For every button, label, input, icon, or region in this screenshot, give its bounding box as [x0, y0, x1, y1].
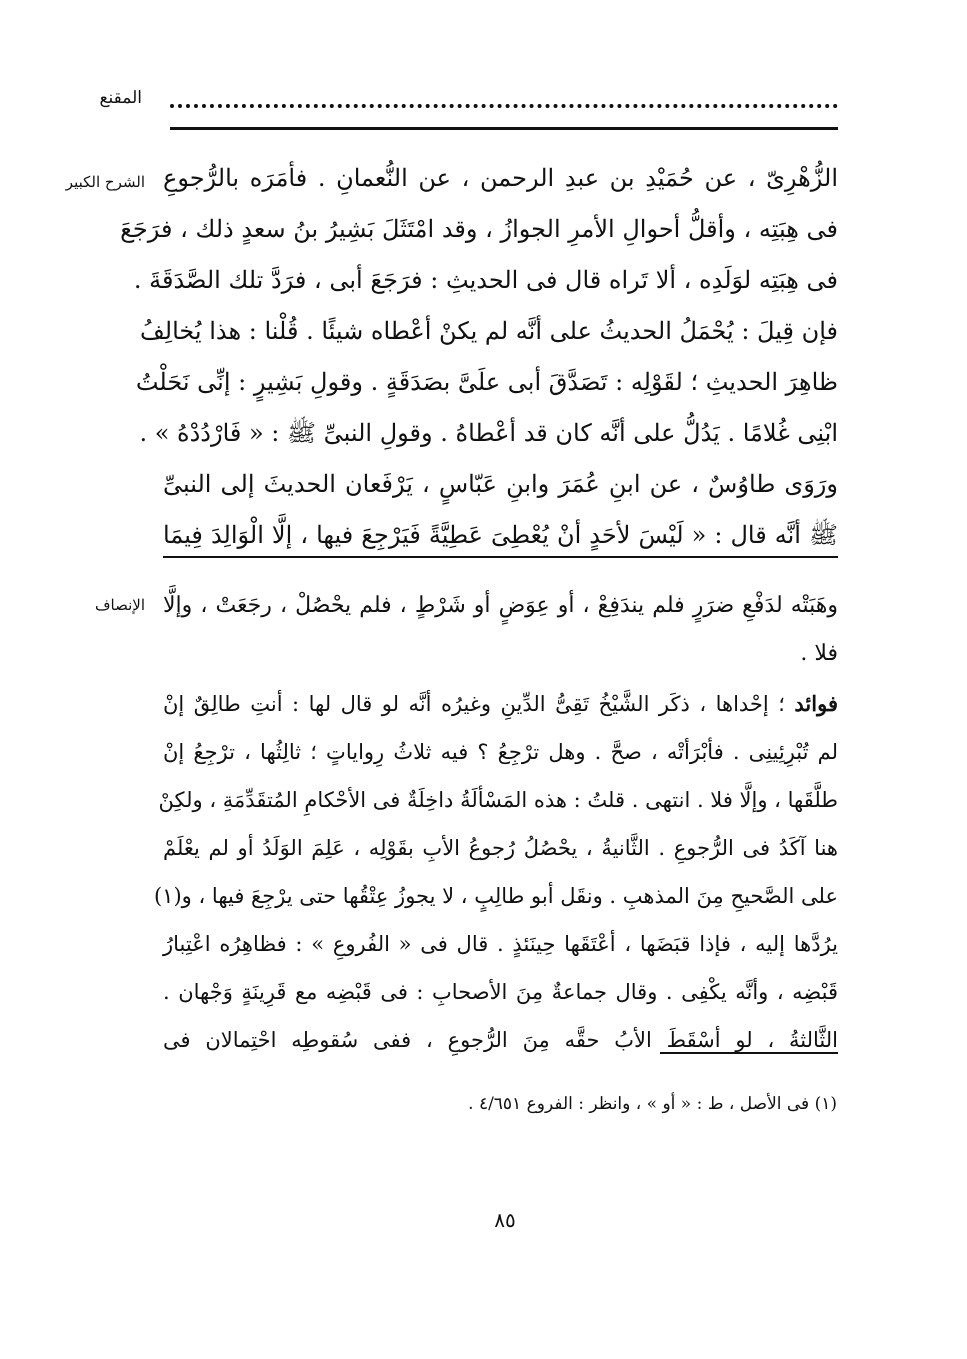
insaf-text-block [163, 582, 838, 678]
section-divider [163, 556, 838, 558]
footnote-rule [660, 1052, 838, 1054]
sharh-line: فإن قِيلَ : يُحْمَلُ الحديثُ على أنَّه لم يكنْ أعْطاه شيئًا . قُلْنا : هذا يُخالِفُ [139, 317, 838, 345]
sharh-side-label: الشرح الكبير [65, 173, 145, 191]
sharh-text-block [120, 153, 838, 561]
sharh-line: فى هِبَتِه لوَلَدِه ، ألا تَراه قال فى الحديثِ : فرَجَعَ أبى ، فرَدَّ تلك الصَّدَقَةَ . [133, 266, 838, 294]
fawaid-heading: فوائد [794, 691, 838, 716]
fawaid-line: الثَّالثةُ ، لو أسْقَطَ الأبُ حقَّه مِنَ الرُّجوعِ ، ففى سُقوطِه احْتِمالان فى [163, 1028, 838, 1052]
sharh-line: ابْنِى غُلامًا . يَدُلُّ على أنَّه كان قد أعْطاهُ . وقولِ النبىِّ ﷺ : « فَارْدُدْهُ » . [139, 419, 838, 447]
sharh-line: فى هِبَتِه ، وأقلُّ أحوالِ الأمرِ الجوازُ ، وقد امْتَثَلَ بَشِيرُ بنُ سعدٍ ذلك ، فرَجَعَ [120, 215, 838, 243]
footnote: (١) فى الأصل ، ط : « أو » ، وانظر : الفروع ٤/٦٥١ . [468, 1094, 837, 1114]
fawaid-line: طلَّقَها ، وإلَّا فلا . انتهى . قلتُ : هذه المَسْألَةُ داخِلَةٌ فى الأحْكامِ المُتقَدِّمَةِ ، ولكِنْ [158, 788, 838, 812]
header-rule [170, 127, 838, 130]
page-number: ٨٥ [494, 1208, 516, 1232]
fawaid-line: على الصَّحيحِ مِنَ المذهبِ . ونقَل أبو طالِبٍ ، لا يجوزُ عِتْقُها حتى يرْجِعَ فيها ، و(١) [153, 884, 838, 908]
sharh-line: الزُّهْرِىّ ، عن حُمَيْدِ بن عبدِ الرحمن ، عن النُّعمانِ . فأمَرَه بالرُّجوعِ [163, 164, 838, 192]
fawaid-text-block [153, 680, 838, 1064]
insaf-line: فلا . [800, 641, 838, 666]
header-dotted-leader [170, 92, 838, 108]
fawaid-line [163, 680, 838, 728]
sharh-line: ظاهِرَ الحديثِ ؛ لقَوْلِه : تَصَدَّقَ أبى علَىَّ بصَدَقَةٍ . وقولِ بَشِيرٍ : إنِّى نَحَلْتُ [135, 368, 838, 396]
insaf-side-label: الإنصاف [94, 596, 145, 614]
book-title: المقنع [99, 88, 142, 108]
fawaid-line: لم تُبْرِئِينِى . فأبْرَأتْه ، صحَّ . وهل ترْجِعُ ؟ فيه ثلاثُ رِواياتٍ ؛ ثالِثُها ، ترْجِعُ إنْ [163, 740, 838, 764]
fawaid-line: قَبْضِه ، وأنَّه يكْفِى . وقال جماعةٌ مِنَ الأصحابِ : فى قَبْضِه مع قَرِينَةٍ وَجْهان . [163, 980, 838, 1004]
fawaid-line: هنا آكَدُ فى الرُّجوعِ . الثَّانيةُ ، يحْصُلُ رُجوعُ الأبِ بقَوْلِه ، عَلِمَ الوَلَدُ أو لم يعْلَمْ [163, 836, 838, 860]
sharh-line: ﷺ أنَّه قال : « لَيْسَ لأحَدٍ أنْ يُعْطِىَ عَطِيَّةً فَيَرْجِعَ فيها ، إلَّا الْوَالِدَ فِيمَا [163, 521, 838, 549]
sharh-line: ورَوَى طاوُسٌ ، عن ابنِ عُمَرَ وابنِ عَبّاسٍ ، يَرْفَعان الحديثَ إلى النبىِّ [163, 470, 838, 498]
insaf-line: وهَبَتْه لدَفْعِ ضرَرٍ فلم يندَفِعْ ، أو عِوَضٍ أو شَرْطٍ ، فلم يحْصُلْ ، رجَعَتْ ، وإلَّا [163, 593, 838, 618]
fawaid-line: يرُدَّها إليه ، فإذا قبَضَها ، أعْتَقَها حِينَئذٍ . قال فى « الفُروعِ » : فظاهِرُه اعْتِبارُ [163, 932, 838, 956]
fawaid-line-text: ؛ إحْداها ، ذكَر الشَّيْخُ تَقِىُّ الدِّينِ وغيرُه أنَّه لو قال لها : أنتِ طالِقٌ إنْ [163, 692, 795, 716]
